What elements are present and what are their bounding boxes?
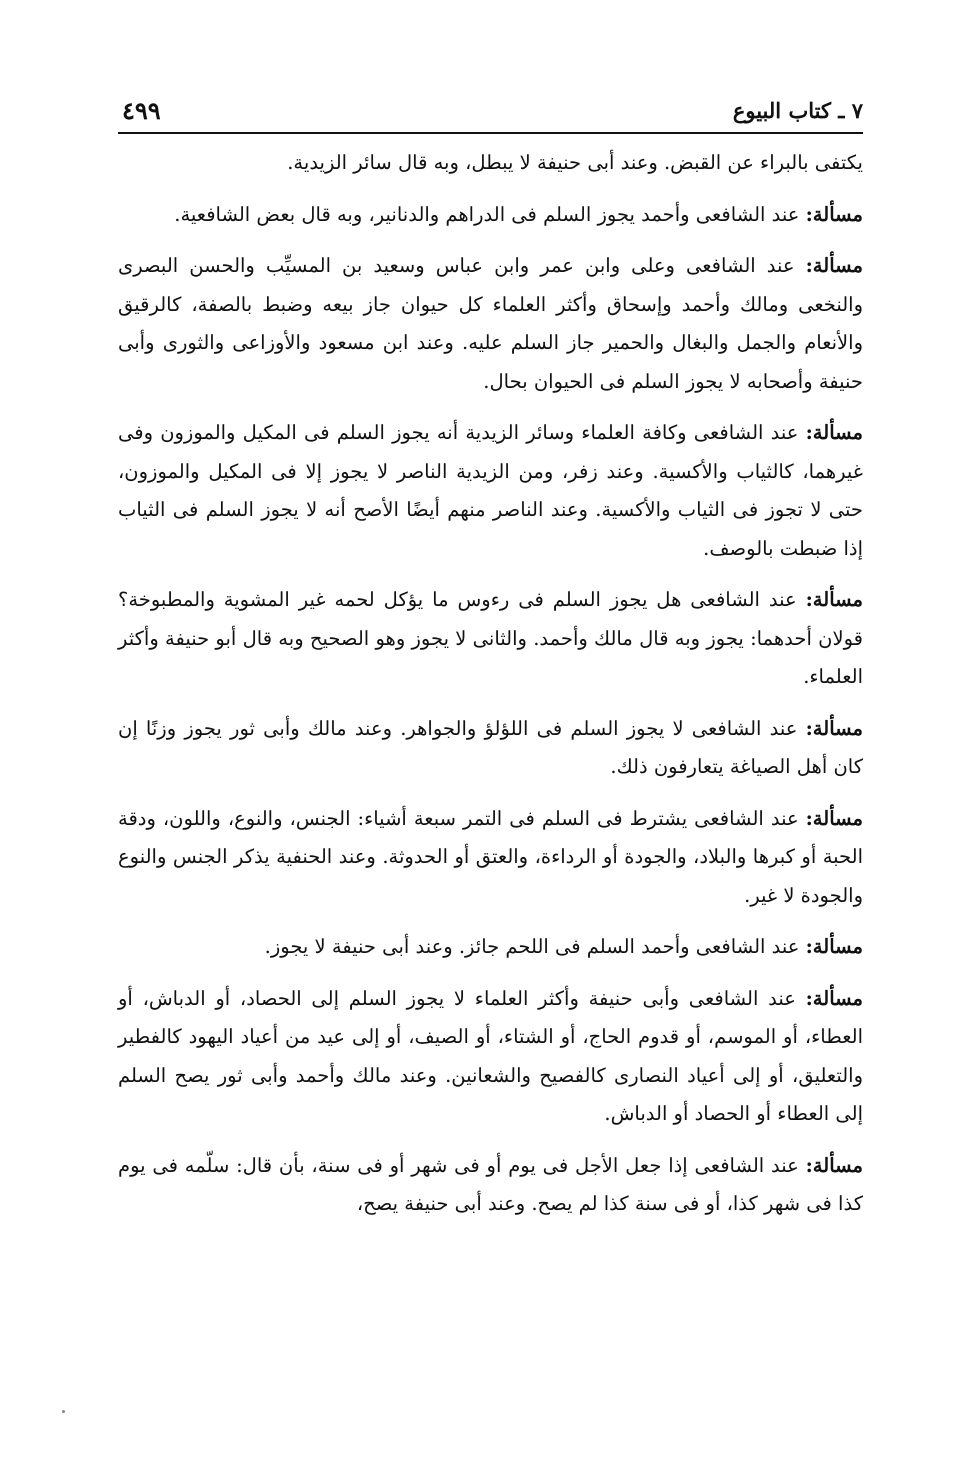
masala-paragraph [118, 710, 863, 787]
masala-text: عند الشافعى وأحمد يجوز السلم فى الدراهم والدنانير، وبه قال بعض الشافعية. [174, 202, 806, 226]
scan-speck [62, 1410, 65, 1413]
book-page [118, 92, 863, 1237]
masala-lead: مسألة: [805, 588, 863, 611]
page-number: ٤٩٩ [122, 96, 161, 125]
chapter-title: ٧ ـ كتاب البيوع [732, 98, 863, 123]
masala-paragraph [118, 581, 863, 697]
masala-text: عند الشافعى إذا جعل الأجل فى يوم أو فى شهر أو فى سنة، بأن قال: سلّمه فى يوم كذا فى شهر كذا، أو فى سنة كذا لم يصح. وعند أبى حنيفة يصح، [118, 1153, 863, 1215]
masala-text: عند الشافعى لا يجوز السلم فى اللؤلؤ والجواهر. وعند مالك وأبى ثور يجوز وزنًا إن كان أهل الصياغة يتعارفون ذلك. [118, 716, 863, 778]
masala-text: عند الشافعى يشترط فى السلم فى التمر سبعة أشياء: الجنس، والنوع، واللون، ودقة الحبة أو كبرها والبلاد، والجودة أو الرداءة، والعتق أو الحدوثة. وعند الحنفية يذكر الجنس والنوع والجودة لا غير. [118, 806, 863, 907]
masala-paragraph [118, 247, 863, 401]
masala-text: عند الشافعى وكافة العلماء وسائر الزيدية أنه يجوز السلم فى المكيل والموزون وفى غيرهما، كالثياب والأكسية. وعند زفر، ومن الزيدية الناصر لا يجوز إلا فى المكيل والموزون، حتى لا تجوز فى الثياب والأكسية. وعند الناصر منهم أيضًا الأصح أنه لا يجوز السلم فى الثياب إذا ضبطت بالوصف. [118, 421, 863, 560]
masala-paragraph [118, 1147, 863, 1224]
masala-lead: مسألة: [805, 935, 863, 958]
masala-text: عند الشافعى وأبى حنيفة وأكثر العلماء لا يجوز السلم إلى الحصاد، أو الدباش، أو العطاء، أو الموسم، أو قدوم الحاج، أو الشتاء، أو الصيف، أو إلى عيد من أعياد اليهود كالفطير والتعليق، أو إلى أعياد النصارى كالفصيح والشعانين. وعند مالك وأحمد وأبى ثور يصح السلم إلى العطاء أو الحصاد أو الدباش. [118, 986, 863, 1125]
masala-lead: مسألة: [805, 254, 863, 277]
masala-text: عند الشافعى وعلى وابن عمر وابن عباس وسعيد بن المسيِّب والحسن البصرى والنخعى ومالك وأحمد وإسحاق وأكثر العلماء كل حيوان جاز بيعه وضبط بالصفة، كالرقيق والأنعام والجمل والبغال والحمير جاز السلم عليه. وعند ابن مسعود والأوزاعى والثورى وأبى حنيفة وأصحابه لا يجوز السلم فى الحيوان بحال. [118, 254, 863, 393]
masala-paragraph [118, 980, 863, 1134]
masala-text: عند الشافعى هل يجوز السلم فى رءوس ما يؤكل لحمه غير المشوية والمطبوخة؟ قولان أحدهما: يجوز وبه قال مالك وأحمد. والثانى لا يجوز وهو الصحيح وبه قال أبو حنيفة وأكثر العلماء. [118, 588, 863, 688]
masala-lead: مسألة: [805, 1153, 863, 1177]
running-header [118, 92, 863, 134]
masala-lead: مسألة: [805, 202, 863, 226]
masala-lead: مسألة: [805, 986, 863, 1010]
masala-paragraph [118, 928, 863, 967]
masala-paragraph [118, 196, 863, 235]
masala-paragraph [118, 414, 863, 568]
masala-lead: مسألة: [805, 421, 863, 444]
masala-text: عند الشافعى وأحمد السلم فى اللحم جائز. وعند أبى حنيفة لا يجوز. [264, 935, 806, 958]
masala-paragraph [118, 800, 863, 916]
opening-paragraph: يكتفى بالبراء عن القبض. وعند أبى حنيفة لا يبطل، وبه قال سائر الزيدية. [287, 151, 863, 174]
page-body [118, 134, 863, 1224]
masala-lead: مسألة: [805, 716, 863, 740]
masala-lead: مسألة: [805, 806, 863, 830]
